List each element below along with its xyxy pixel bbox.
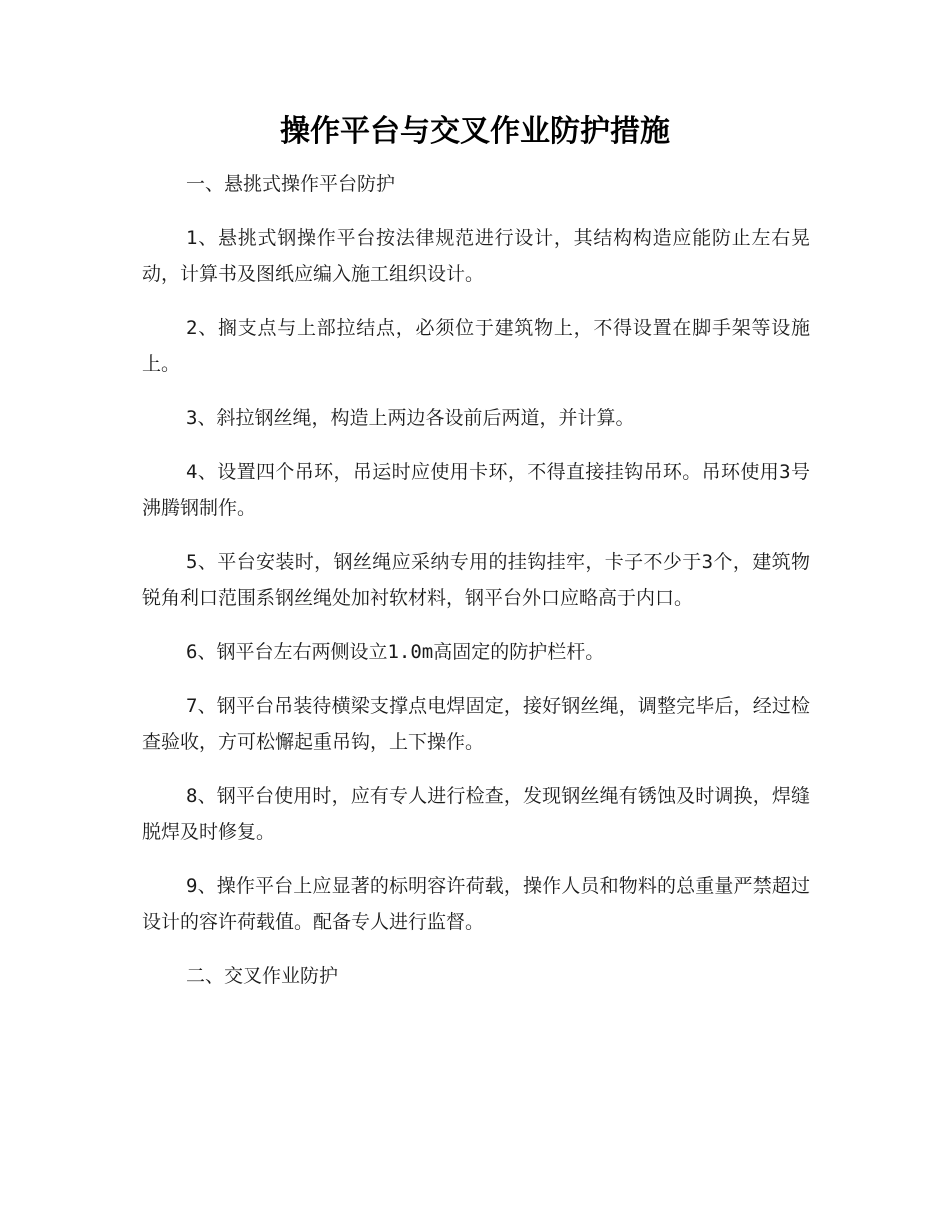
document-body bbox=[142, 166, 810, 1012]
paragraph-item-6: 6、钢平台左右两侧设立1.0m高固定的防护栏杆。 bbox=[186, 641, 605, 663]
paragraph-item-2: 2、搁支点与上部拉结点，必须位于建筑物上，不得设置在脚手架等设施上。 bbox=[142, 317, 810, 375]
section-heading-2: 二、交叉作业防护 bbox=[186, 965, 339, 987]
paragraph-item-4: 4、设置四个吊环，吊运时应使用卡环，不得直接挂钩吊环。吊环使用3号沸腾钢制作。 bbox=[142, 461, 810, 519]
paragraph-item-8: 8、钢平台使用时，应有专人进行检查，发现钢丝绳有锈蚀及时调换，焊缝脱焊及时修复。 bbox=[142, 785, 810, 843]
paragraph-item-3: 3、斜拉钢丝绳，构造上两边各设前后两道，并计算。 bbox=[186, 407, 635, 429]
document-title: 操作平台与交叉作业防护措施 bbox=[280, 114, 670, 149]
paragraph-item-5: 5、平台安装时，钢丝绳应采纳专用的挂钩挂牢，卡子不少于3个，建筑物锐角利口范围系钢丝绳处加衬软材料，钢平台外口应略高于内口。 bbox=[142, 551, 810, 609]
section-heading-1: 一、悬挑式操作平台防护 bbox=[186, 173, 396, 195]
paragraph-item-1: 1、悬挑式钢操作平台按法律规范进行设计，其结构构造应能防止左右晃动，计算书及图纸应编入施工组织设计。 bbox=[142, 227, 810, 285]
paragraph-item-9: 9、操作平台上应显著的标明容许荷载，操作人员和物料的总重量严禁超过设计的容许荷载值。配备专人进行监督。 bbox=[142, 875, 810, 933]
paragraph-item-7: 7、钢平台吊装待横梁支撑点电焊固定，接好钢丝绳，调整完毕后，经过检查验收，方可松懈起重吊钩，上下操作。 bbox=[142, 695, 810, 753]
